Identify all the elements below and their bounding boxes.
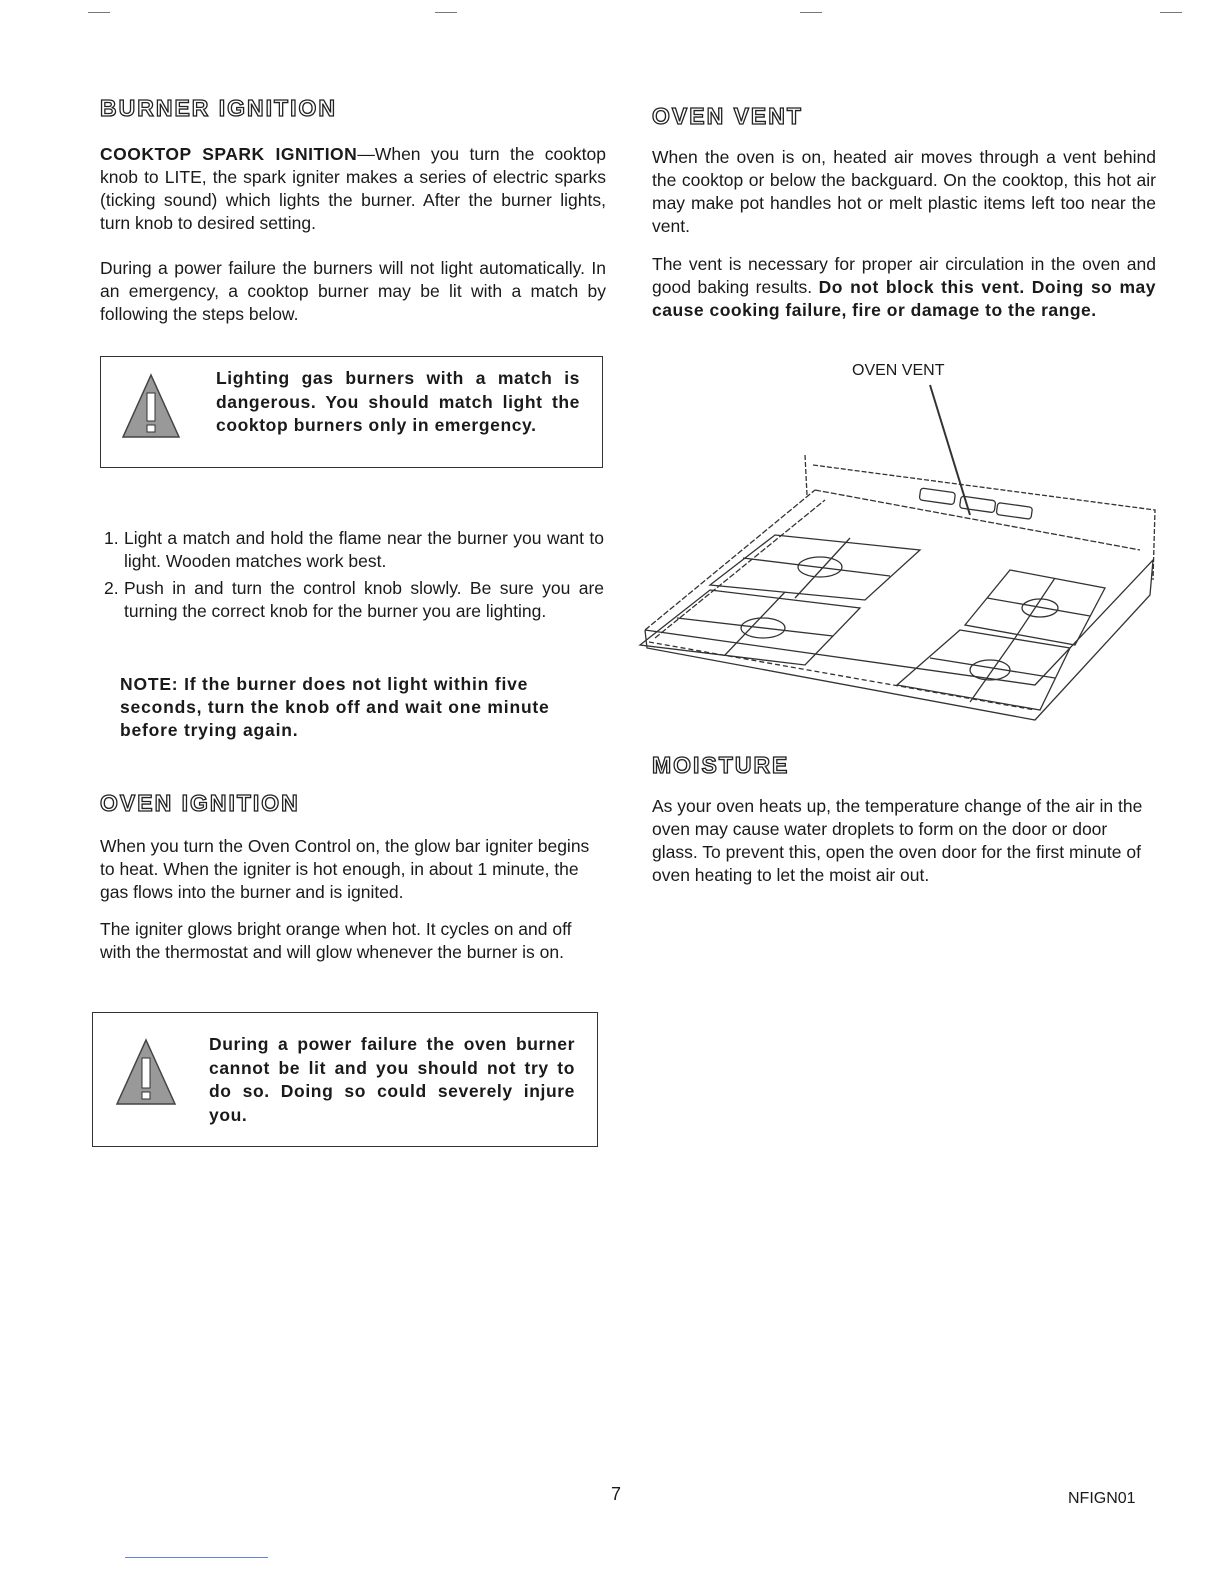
scan-mark <box>88 12 110 13</box>
burner-ignition-para2: During a power failure the burners will not light automatically. In an emergency, a cooktop burner may be lit with a match by following the steps below. <box>100 258 606 324</box>
oven-vent-para1: When the oven is on, heated air moves through a vent behind the cooktop or below the backguard. On the cooktop, this hot air may make pot handles hot or melt plastic items left too near the vent. <box>652 147 1156 236</box>
warning-box <box>100 356 603 468</box>
page-number: 7 <box>611 1484 622 1504</box>
warning-box <box>92 1012 598 1147</box>
burner-ignition-para1 <box>100 143 606 235</box>
cooktop-illustration <box>635 380 1165 730</box>
moisture-para: As your oven heats up, the temperature change of the air in the oven may cause water droplets to form on the door or door glass. To prevent this, open the oven door for the first minute of oven heating to let the moist air out. <box>652 796 1143 885</box>
warning-text: During a power failure the oven burner cannot be lit and you should not try to do so. Doing so could severely injure you. <box>209 1034 575 1125</box>
scan-edge-line <box>125 1557 268 1558</box>
step-item <box>104 577 604 623</box>
figure-label: OVEN VENT <box>852 362 945 379</box>
steps-list <box>104 527 604 623</box>
step-number: 1. <box>104 528 119 548</box>
scan-mark <box>1160 12 1182 13</box>
step-number: 2. <box>104 578 119 598</box>
note-text: NOTE: If the burner does not light within five seconds, turn the knob off and wait one minute before trying again. <box>120 674 550 740</box>
oven-vent-para2 <box>652 253 1156 322</box>
oven-vent-heading: OVEN VENT <box>652 103 803 129</box>
vent-warning-text: Do not block this vent. Doing so may cause cooking failure, fire or damage to the range. <box>652 277 1156 320</box>
step-text: Light a match and hold the flame near the burner you want to light. Wooden matches work best. <box>124 528 604 571</box>
oven-ignition-para1: When you turn the Oven Control on, the glow bar igniter begins to heat. When the igniter is hot enough, in about 1 minute, the gas flows into the burner and is ignited. <box>100 836 590 902</box>
step-text: Push in and turn the control knob slowly. Be sure you are turning the correct knob for the burner you are lighting. <box>124 578 604 621</box>
scan-mark <box>435 12 457 13</box>
warning-icon <box>115 1038 177 1106</box>
warning-icon <box>121 373 181 439</box>
para-text: —When you turn the cooktop knob to LITE, the spark igniter makes a series of electric sparks (ticking sound) which lights the burner. After the burner lights, turn knob to desired setting. <box>100 144 606 233</box>
step-item <box>104 527 604 573</box>
oven-ignition-para2: The igniter glows bright orange when hot. It cycles on and off with the thermostat and will glow whenever the burner is on. <box>100 919 572 962</box>
document-code: NFIGN01 <box>1068 1490 1136 1507</box>
spark-ignition-lead: COOKTOP SPARK IGNITION <box>100 144 358 164</box>
para-text: The vent is necessary for proper air circulation in the oven and good baking results. <box>652 254 1156 297</box>
burner-ignition-heading: BURNER IGNITION <box>100 95 337 121</box>
moisture-heading: MOISTURE <box>652 752 790 778</box>
oven-ignition-heading: OVEN IGNITION <box>100 790 300 816</box>
scan-mark <box>800 12 822 13</box>
warning-text: Lighting gas burners with a match is dangerous. You should match light the cooktop burners only in emergency. <box>216 368 580 435</box>
